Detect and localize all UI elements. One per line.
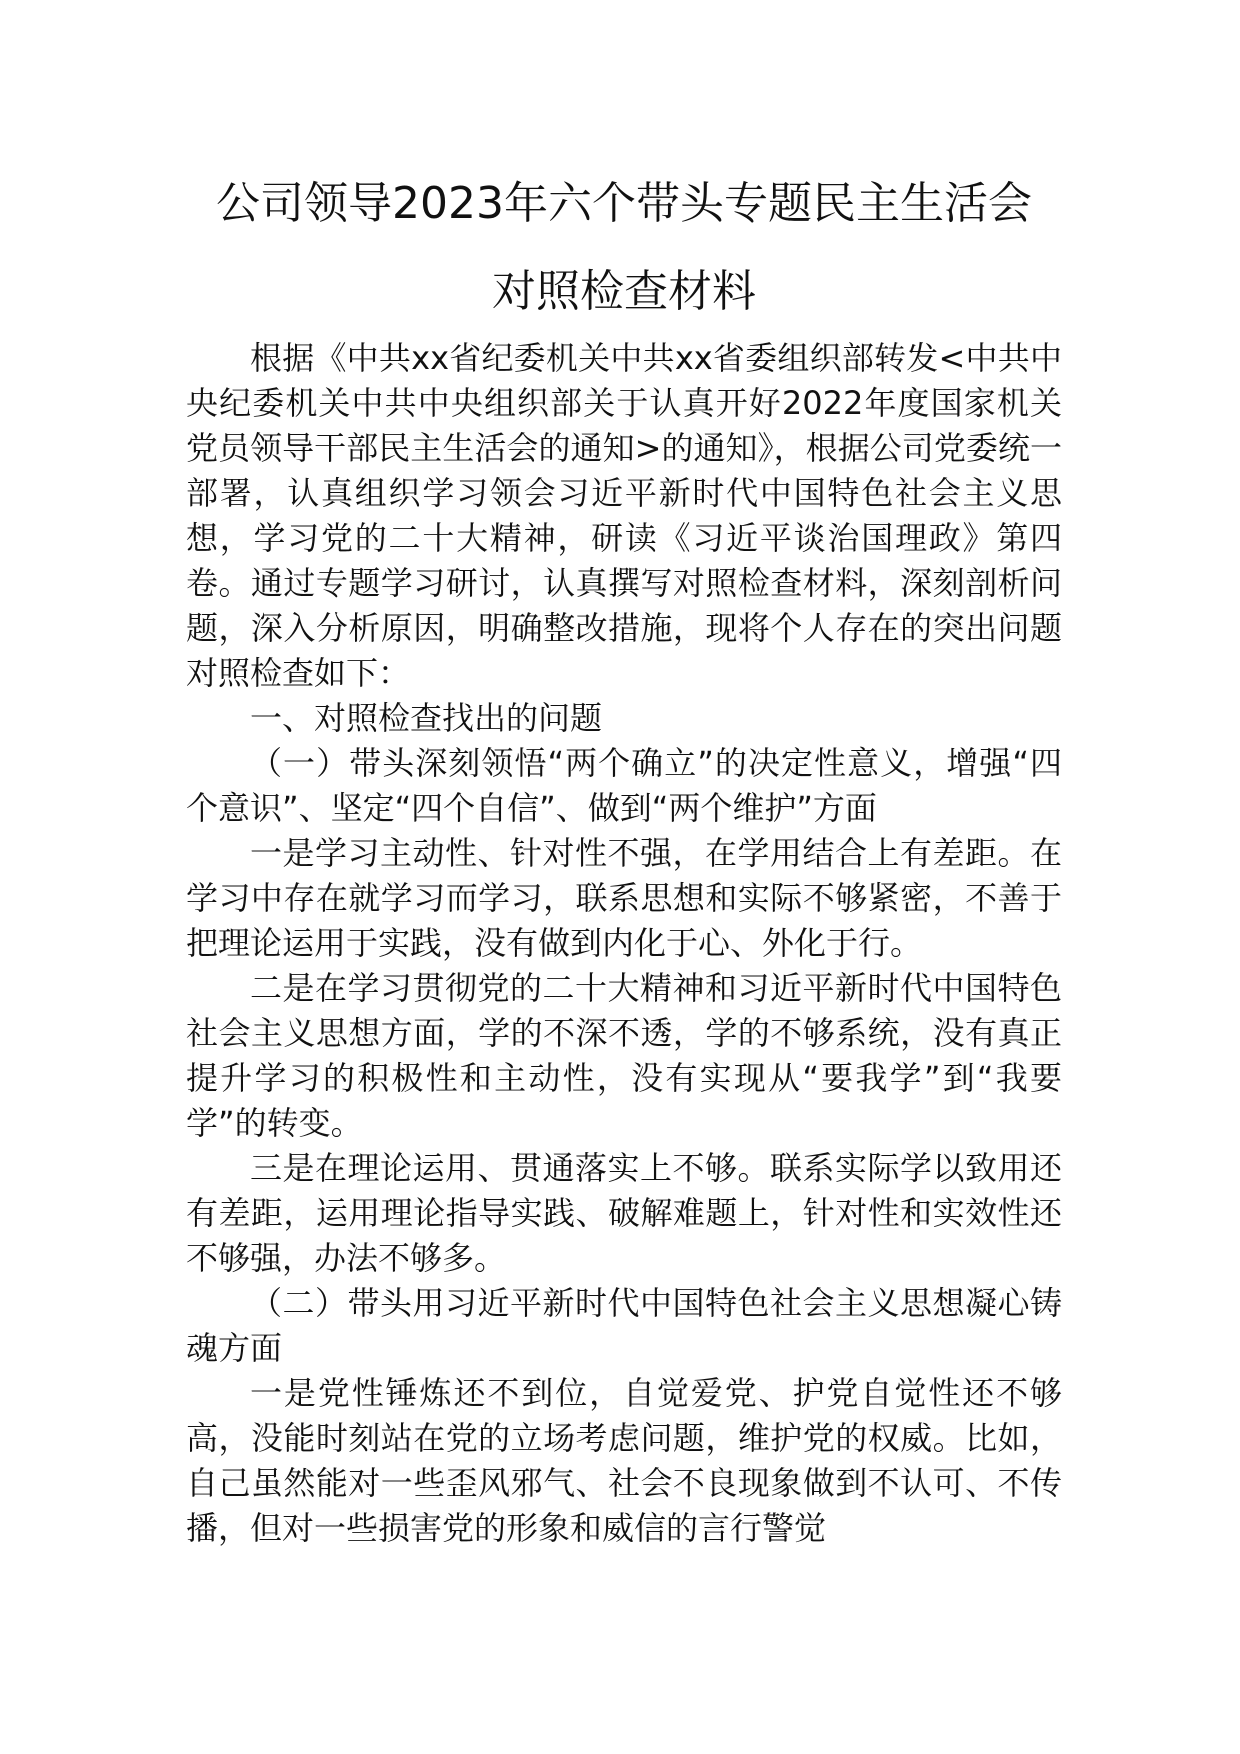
paragraph-item-2: 二是在学习贯彻党的二十大精神和习近平新时代中国特色社会主义思想方面，学的不深不透，学的不够系统，没有真正提升学习的积极性和主动性，没有实现从“要我学”到“我要学”的转变。 [186, 969, 1062, 1142]
section-heading-problems: 一、对照检查找出的问题 [250, 699, 603, 737]
document-title-line-1: 公司领导2023年六个带头专题民主生活会 [216, 178, 1032, 229]
paragraph-item-3: 三是在理论运用、贯通落实上不够。联系实际学以致用还有差距，运用理论指导实践、破解难题上，针对性和实效性还不够强，办法不够多。 [186, 1149, 1062, 1277]
paragraph-intro: 根据《中共xx省纪委机关中共xx省委组织部转发<中共中央纪委机关中共中央组织部关于认真开好2022年度国家机关党员领导干部民主生活会的通知>的通知》，根据公司党委统一部署，认真组织学习领会习近平新时代中国特色社会主义思想，学习党的二十大精神，研读《习近平谈治国理政》第四卷。通过专题学习研讨，认真撰写对照检查材料，深刻剖析问题，深入分析原因，明确整改措施，现将个人存在的突出问题对照检查如下： [186, 339, 1062, 692]
subsection-heading-2: （二）带头用习近平新时代中国特色社会主义思想凝心铸魂方面 [186, 1284, 1062, 1367]
paragraph-item-1: 一是学习主动性、针对性不强，在学用结合上有差距。在学习中存在就学习而学习，联系思想和实际不够紧密，不善于把理论运用于实践，没有做到内化于心、外化于行。 [186, 834, 1062, 962]
document-title-line-2: 对照检查材料 [492, 266, 756, 317]
subsection-heading-1: （一）带头深刻领悟“两个确立”的决定性意义，增强“四个意识”、坚定“四个自信”、做到“两个维护”方面 [186, 744, 1062, 827]
document-page [186, 160, 1062, 1551]
paragraph-item-4: 一是党性锤炼还不到位，自觉爱党、护党自觉性还不够高，没能时刻站在党的立场考虑问题，维护党的权威。比如，自己虽然能对一些歪风邪气、社会不良现象做到不认可、不传播，但对一些损害党的形象和威信的言行警觉 [186, 1374, 1062, 1547]
document-body [186, 336, 1062, 1551]
